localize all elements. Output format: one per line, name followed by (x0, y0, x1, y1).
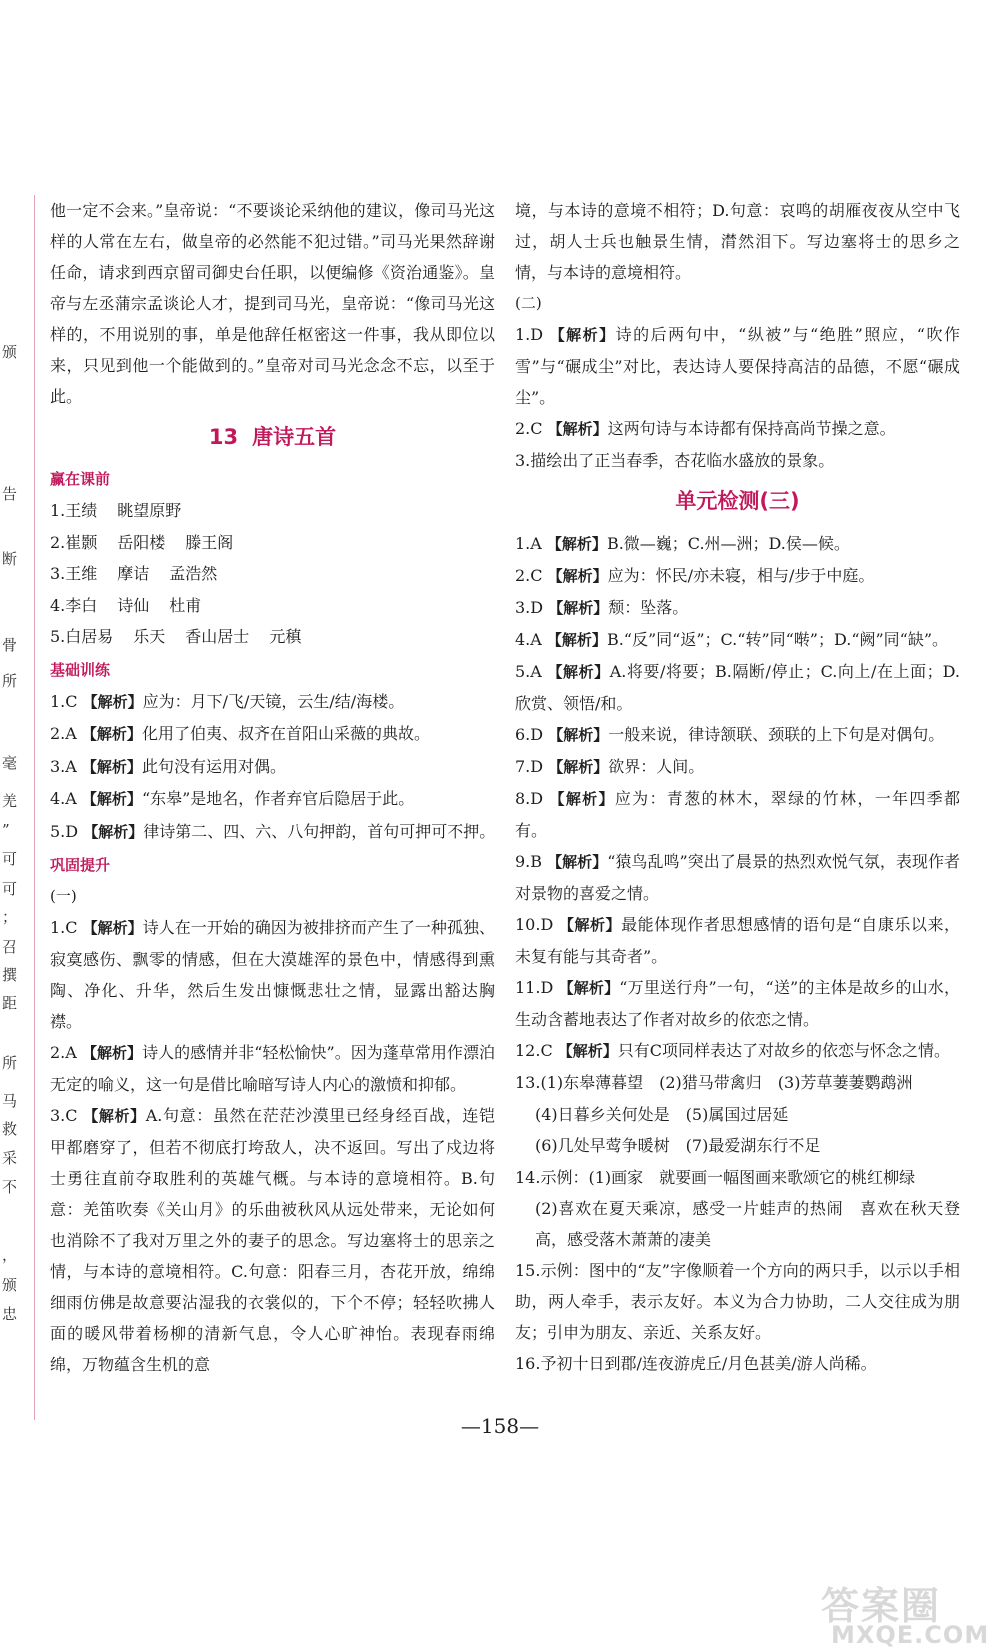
lesson-title (50, 420, 495, 454)
left-edge-fragments (0, 190, 20, 1430)
edge-char: 可 (2, 850, 18, 868)
item-text: 杜甫 (169, 595, 202, 615)
item-text: 3.王维 (50, 564, 98, 583)
answer-key: 3.C (50, 1106, 78, 1125)
watermark-url: MXQE.COM (831, 1621, 990, 1649)
edge-char: 颁 (2, 1276, 18, 1294)
edge-char: 所 (2, 1054, 18, 1072)
answer-item: 7.D 【解析】欲界：人间。 (515, 757, 705, 776)
subsection-label: (一) (50, 887, 77, 905)
list-item (50, 527, 495, 559)
item-text: 1.王绩 (50, 501, 98, 520)
item-text: 香山居士 (185, 627, 250, 646)
right-column (515, 195, 960, 1379)
analysis-tag: 【解析】 (82, 919, 143, 937)
edge-char: 距 (2, 994, 18, 1012)
part-two-list (515, 319, 960, 476)
edge-char: 断 (2, 550, 18, 568)
answer-item: 6.D 【解析】一般来说，律诗颔联、颈联的上下句是对偶句。 (515, 725, 945, 744)
analysis-tag: 【解析】 (547, 420, 608, 438)
answer-item (515, 445, 960, 476)
analysis-tag: 【解析】 (81, 757, 142, 776)
analysis-text: “东皋”是地名，作者弃官后隐居于此。 (141, 789, 415, 808)
lesson-number: 13 (208, 425, 239, 449)
edge-char: 羌 (2, 792, 18, 810)
answer-item (50, 783, 495, 816)
answer-item-cont: (6)几处早莺争暖树 (7)最爱湖东行不足 (535, 1136, 821, 1155)
pre-class-list (50, 495, 495, 653)
answer-key: 2.A (50, 724, 77, 743)
answer-item (50, 912, 495, 1037)
answer-item: 10.D 【解析】最能体现作者思想感情的语句是“自康乐以来，未复有能与其奇者”。 (515, 915, 960, 966)
item-text: 岳阳楼 (117, 532, 166, 552)
list-item (50, 590, 495, 622)
edge-char: ； (2, 908, 18, 926)
unit-test-title: 单元检测(三) (675, 489, 800, 513)
answer-key: 1.D (515, 325, 544, 344)
watermark-logo: 答案圈 (821, 1584, 942, 1628)
answer-item: 11.D 【解析】“万里送行舟”一句，“送”的主体是故乡的山水，生动含蓄地表达了作者对故乡的依恋之情。 (515, 978, 960, 1029)
edge-char: 采 (2, 1149, 18, 1167)
section-heading: 基础训练 (50, 660, 111, 679)
answer-item (50, 751, 495, 784)
answer-item: 16.予初十日到郡/连夜游虎丘/月色甚美/游人尚稀。 (515, 1354, 877, 1373)
analysis-text: A.句意：虽然在茫茫沙漠里已经身经百战，连铠甲都磨穿了，但若不彻底打垮敌人，决不返回。写出了戍边将士勇往直前夺取胜利的英雄气概。与本诗的意境相符。B.句意：羌笛吹奏《关山月》的乐曲被秋风从远处带来，无论如何也消除不了我对万里之外的妻子的思念。写边塞将士的思亲之情，与本诗的意境相符。C.句意：阳春三月，杏花开放，绵绵细雨仿佛是故意要沾湿我的衣裳似的，下个不停；轻轻吹拂人面的暖风带着杨柳的清新气息，令人心旷神怡。表现春雨绵绵，万物蕴含生机的意 (50, 1106, 495, 1374)
analysis-text: 律诗第二、四、六、八句押韵，首句可押可不押。 (143, 821, 496, 841)
answer-item: 14.示例：(1)画家 就要画一幅图画来歌颂它的桃红柳绿 (515, 1167, 916, 1187)
answer-item (50, 816, 495, 849)
answer-key: 3.A (50, 756, 77, 776)
answer-key: 1.C (50, 691, 78, 711)
edge-char: 马 (2, 1092, 18, 1110)
edge-char: 召 (2, 938, 18, 956)
edge-char: 所 (2, 672, 18, 690)
answer-key: 4.A (50, 789, 77, 808)
edge-char: ， (2, 1246, 18, 1264)
item-text: 摩诘 (117, 564, 150, 583)
analysis-text: 应为：月下/飞/天镜，云生/结/海楼。 (142, 691, 405, 711)
edge-char: 颁 (2, 343, 18, 361)
margin-rule (34, 195, 35, 1420)
answer-item: 2.C 【解析】应为：怀民/亦未寝，相与/步于中庭。 (515, 566, 875, 585)
section-heading: 巩固提升 (50, 856, 111, 874)
section-heading: 赢在课前 (50, 470, 111, 488)
edge-char: 救 (2, 1120, 18, 1138)
list-item (50, 621, 495, 653)
answer-item: 13.(1)东皋薄暮望 (2)猎马带禽归 (3)芳草萋萋鹦鹉洲 (515, 1073, 913, 1092)
analysis-tag: 【解析】 (82, 692, 143, 711)
analysis-tag: 【解析】 (81, 1044, 143, 1062)
item-text: 眺望原野 (117, 501, 182, 520)
continued-text: 境，与本诗的意境不相符；D.句意：哀鸣的胡雁夜夜从空中飞过，胡人士兵也触景生情，潸然泪下。写边塞将士的思乡之情，与本诗的意境相符。 (515, 201, 960, 282)
item-text: 元稹 (269, 627, 302, 646)
answer-item (50, 718, 495, 751)
left-column (50, 195, 495, 1380)
answer-item-cont: (4)日暮乡关何处是 (5)属国过居延 (535, 1104, 789, 1124)
answer-item: 4.A 【解析】B.“反”同“返”；C.“转”同“啭”；D.“阙”同“缺”。 (515, 630, 949, 649)
item-text: 5.白居易 (50, 627, 114, 646)
item-text: 滕王阁 (185, 532, 234, 552)
analysis-text: 化用了伯夷、叔齐在首阳山采薇的典故。 (141, 724, 430, 743)
answer-item (50, 1100, 495, 1380)
answer-item: 8.D 【解析】应为：青葱的林木，翠绿的竹林，一年四季都有。 (515, 789, 960, 840)
answer-item (50, 1037, 495, 1100)
item-text: 2.崔颢 (50, 532, 98, 552)
analysis-text: 这两句诗与本诗都有保持高尚节操之意。 (607, 419, 896, 438)
item-text: 4.李白 (50, 595, 98, 615)
answer-item (50, 686, 495, 719)
answer-item: 1.A 【解析】B.微—巍；C.州—洲；D.侯—候。 (515, 534, 850, 553)
answer-key: 3. (515, 451, 531, 470)
analysis-text: 诗人的感情并非“轻松愉快”。因为蓬草常用作漂泊无定的喻义，这一句是借比喻暗写诗人内心的激愤和抑郁。 (50, 1043, 495, 1094)
answer-key: 2.C (515, 419, 543, 438)
answer-item: 12.C 【解析】只有C项同样表达了对故乡的依恋与怀念之情。 (515, 1041, 951, 1060)
answer-item: 15.示例：图中的“友”字像顺着一个方向的两只手，以示以手相助，两人牵手，表示友好。本义为合力协助，二人交往成为朋友；引申为朋友、亲近、关系友好。 (515, 1261, 960, 1342)
answer-item (515, 413, 960, 445)
edge-char: 可 (2, 880, 18, 898)
analysis-tag: 【解析】 (81, 725, 142, 743)
edge-char: 撰 (2, 966, 18, 984)
lesson-name: 唐诗五首 (252, 425, 337, 449)
subsection-label: (二) (515, 294, 542, 312)
edge-char: 不 (2, 1178, 18, 1196)
item-text: 孟浩然 (169, 564, 218, 583)
answer-item: 9.B 【解析】“猿鸟乱鸣”突出了晨景的热烈欢悦气氛，表现作者对景物的喜爱之情。 (515, 852, 960, 903)
answer-key: 5.D (50, 821, 79, 841)
edge-char: 告 (2, 485, 18, 503)
consolidation-list (50, 912, 495, 1380)
edge-char: 毫 (2, 754, 18, 772)
answer-item: 5.A 【解析】A.将要/将要；B.隔断/停止；C.向上/在上面；D.欣赏、领悟/和。 (515, 662, 960, 713)
answer-item (515, 319, 960, 413)
answer-key: 1.C (50, 918, 78, 937)
page-number: —158— (460, 1414, 540, 1438)
analysis-text: 诗人在一开始的确因为被排挤而产生了一种孤独、寂寞感伤、飘零的情感，但在大漠雄浑的景色中，情感得到熏陶、净化、升华，然后生发出慷慨悲壮之情，显露出豁达胸襟。 (50, 918, 495, 1031)
list-item (50, 558, 495, 590)
analysis-tag: 【解析】 (83, 1107, 146, 1125)
edge-char: ” (2, 821, 10, 839)
basic-training-list (50, 686, 495, 849)
watermark (815, 1575, 995, 1651)
edge-char: 忠 (2, 1305, 18, 1323)
edge-char: 骨 (2, 636, 18, 654)
analysis-tag: 【解析】 (81, 790, 142, 808)
answer-key: 2.A (50, 1043, 77, 1062)
item-text: 诗仙 (117, 595, 150, 615)
intro-paragraph: 他一定不会来。”皇帝说：“不要谈论采纳他的建议，像司马光这样的人常在左右，做皇帝的必然能不犯过错。”司马光果然辞谢任命，请求到西京留司御史台任职，以便编修《资治通鉴》。皇帝与左丞蒲宗孟谈论人才，提到司马光，皇帝说：“像司马光这样的，不用说别的事，单是他辞任枢密这一件事，我从即位以来，只见到他一个能做到的。”皇帝对司马光念念不忘，以至于此。 (50, 201, 495, 406)
analysis-tag: 【解析】 (549, 326, 616, 344)
unit-test-list (515, 528, 960, 1379)
item-text: 乐天 (133, 627, 166, 646)
analysis-text: 诗的后两句中，“纵被”与“绝胜”照应，“吹作雪”与“碾成尘”对比，表达诗人要保持高洁的品德，不愿“碾成尘”。 (515, 325, 960, 407)
answer-item: 3.D 【解析】颓：坠落。 (515, 598, 689, 617)
list-item (50, 495, 495, 527)
answer-text: 描绘出了正当春季，杏花临水盛放的景象。 (530, 451, 835, 470)
answer-item-cont: (2)喜欢在夏天乘凉，感受一片蛙声的热闹 喜欢在秋天登高，感受落木萧萧的凄美 (535, 1199, 960, 1249)
analysis-tag: 【解析】 (83, 822, 144, 841)
analysis-text: 此句没有运用对偶。 (141, 756, 286, 776)
